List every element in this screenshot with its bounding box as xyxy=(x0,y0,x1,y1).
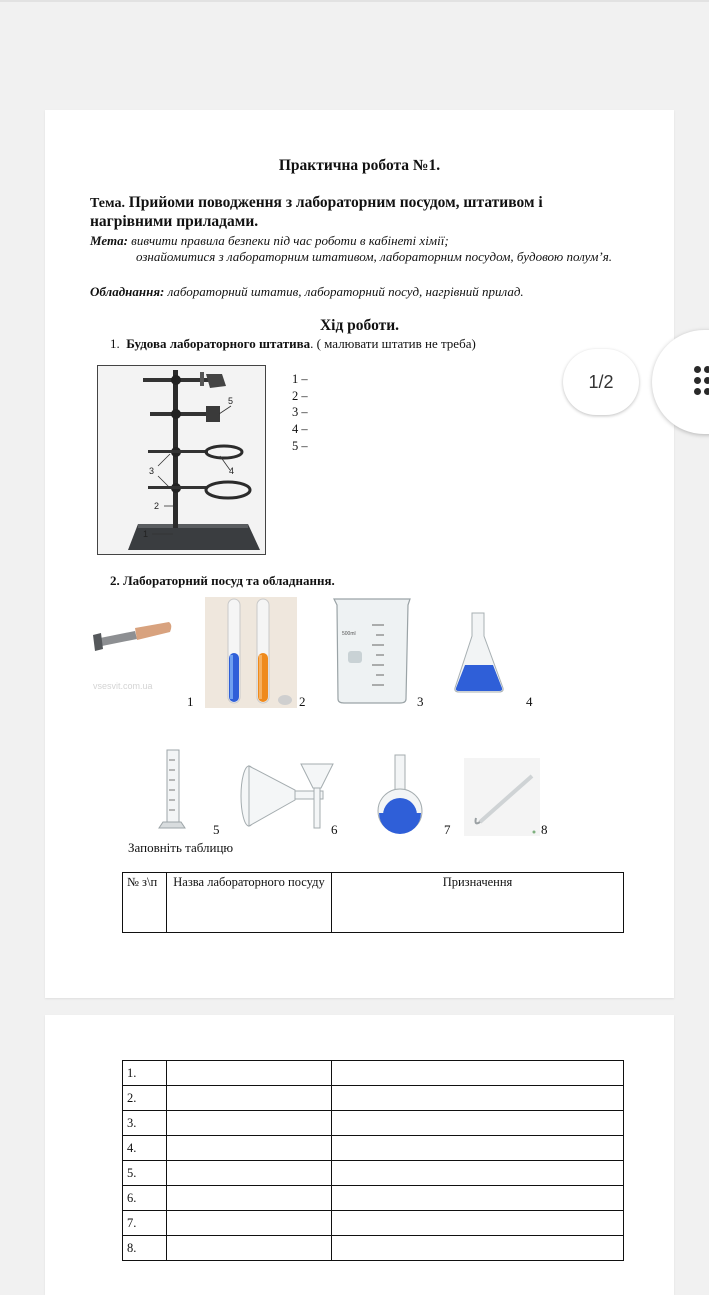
purpose-cell[interactable] xyxy=(332,1111,624,1136)
equipment-line xyxy=(90,284,524,300)
row-number: 2. xyxy=(123,1086,167,1111)
topic-block xyxy=(90,194,610,231)
row-number: 8. xyxy=(123,1236,167,1261)
row-number: 1. xyxy=(123,1061,167,1086)
section-1-title: Будова лабораторного штатива xyxy=(126,336,311,351)
stand-part-5: 5 – xyxy=(292,438,308,453)
header-number: № з\п xyxy=(123,873,167,933)
section-1-heading xyxy=(110,336,476,352)
stand-callout-2: 2 xyxy=(154,501,160,511)
purpose-cell[interactable] xyxy=(332,1236,624,1261)
table-row xyxy=(123,1236,624,1261)
name-cell[interactable] xyxy=(167,1136,332,1161)
equipment-label: Обладнання: xyxy=(90,284,165,299)
header-name: Назва лабораторного посуду xyxy=(167,873,332,933)
funnels-photo xyxy=(237,760,337,832)
purpose-cell[interactable] xyxy=(332,1086,624,1111)
item-number-5: 5 xyxy=(213,822,220,837)
topic-text: Прийоми поводження з лабораторним посудом, штативом і нагрівними приладами. xyxy=(90,194,543,230)
section-1-number: 1. xyxy=(110,336,120,351)
test-tubes-photo xyxy=(205,597,297,708)
header-purpose: Призначення xyxy=(332,873,624,933)
stand-parts-list xyxy=(292,371,308,455)
table-row xyxy=(123,1111,624,1136)
item-number-6: 6 xyxy=(331,822,338,837)
section-1-note: . ( малювати штатив не треба) xyxy=(310,336,476,351)
topic-label: Тема. xyxy=(90,196,125,211)
item-number-8: 8 xyxy=(541,822,548,837)
progress-heading: Хід роботи. xyxy=(319,317,400,334)
item-number-7: 7 xyxy=(444,822,451,837)
item-number-2: 2 xyxy=(299,694,306,709)
name-cell[interactable] xyxy=(167,1061,332,1086)
name-cell[interactable] xyxy=(167,1111,332,1136)
row-number: 6. xyxy=(123,1186,167,1211)
item-number-3: 3 xyxy=(417,694,424,709)
glassware-table-body xyxy=(122,1060,624,1261)
name-cell[interactable] xyxy=(167,1236,332,1261)
row-number: 7. xyxy=(123,1211,167,1236)
watermark-text: vsesvit.com.ua xyxy=(93,681,153,691)
purpose-cell[interactable] xyxy=(332,1186,624,1211)
name-cell[interactable] xyxy=(167,1161,332,1186)
name-cell[interactable] xyxy=(167,1186,332,1211)
name-cell[interactable] xyxy=(167,1086,332,1111)
table-row xyxy=(123,1136,624,1161)
glass-rod-photo xyxy=(464,758,540,836)
test-tube-holder-photo xyxy=(91,605,173,695)
name-cell[interactable] xyxy=(167,1211,332,1236)
table-row xyxy=(123,1086,624,1111)
beaker-photo xyxy=(330,595,415,707)
table-row xyxy=(123,1186,624,1211)
goal-line-1 xyxy=(90,233,449,249)
equipment-text: лабораторний штатив, лабораторний посуд, нагрівний прилад. xyxy=(167,284,524,299)
conical-flask-photo xyxy=(453,610,505,695)
stand-part-1: 1 – xyxy=(292,372,308,386)
purpose-cell[interactable] xyxy=(332,1211,624,1236)
stand-part-3: 3 – xyxy=(292,405,308,420)
stand-part-4: 4 – xyxy=(292,422,308,437)
stand-callout-3: 3 xyxy=(149,466,155,476)
item-number-4: 4 xyxy=(526,694,533,709)
lab-stand-photo xyxy=(97,365,266,555)
stand-callout-1: 1 xyxy=(143,529,149,539)
fill-table-title: Заповніть таблицю xyxy=(128,840,234,855)
row-number: 5. xyxy=(123,1161,167,1186)
page-indicator[interactable]: 1/2 xyxy=(563,349,639,415)
row-number: 4. xyxy=(123,1136,167,1161)
table-row xyxy=(123,1061,624,1086)
document-title: Практична робота №1. xyxy=(278,157,441,174)
purpose-cell[interactable] xyxy=(332,1061,624,1086)
beaker-volume-mark: 500ml xyxy=(342,631,356,637)
purpose-cell[interactable] xyxy=(332,1161,624,1186)
purpose-cell[interactable] xyxy=(332,1136,624,1161)
table-row xyxy=(123,1211,624,1236)
goal-text-1: вивчити правила безпеки під час роботи в кабінеті хімії; xyxy=(131,233,449,248)
stand-part-2: 2 – xyxy=(292,388,308,403)
document-page-2 xyxy=(45,1015,674,1295)
item-number-1: 1 xyxy=(187,694,194,709)
goal-label: Мета: xyxy=(90,233,128,248)
stand-callout-4: 4 xyxy=(229,466,235,476)
glassware-table-header xyxy=(122,872,624,933)
stand-callout-5: 5 xyxy=(228,396,234,406)
section-2-heading: 2. Лабораторний посуд та обладнання. xyxy=(110,573,335,588)
round-flask-photo xyxy=(375,753,425,835)
row-number: 3. xyxy=(123,1111,167,1136)
viewer-top-edge xyxy=(0,0,709,2)
table-row xyxy=(123,1161,624,1186)
document-page-1 xyxy=(45,110,674,998)
goal-text-2: ознайомитися з лабораторним штативом, лабораторним посудом, будовою полум’я. xyxy=(136,249,612,264)
graduated-cylinder-photo xyxy=(155,748,189,833)
